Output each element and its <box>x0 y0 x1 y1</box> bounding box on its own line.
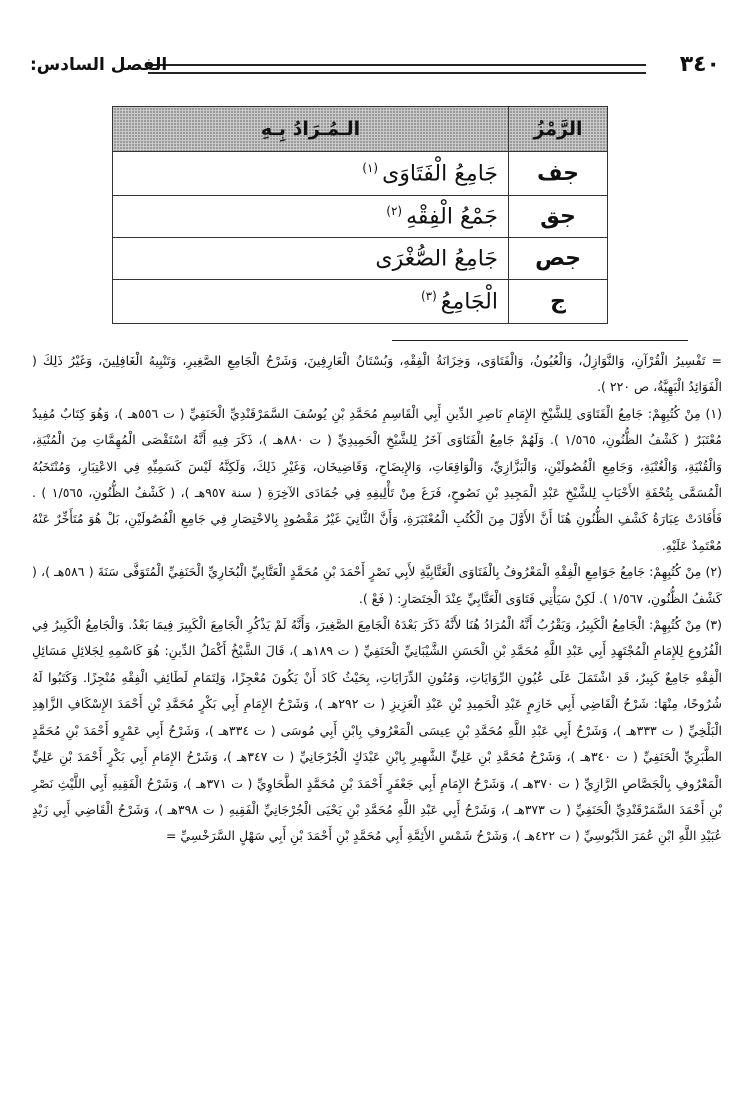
table-row <box>113 196 608 238</box>
page-number: ٣٤٠ <box>679 52 720 77</box>
header-rule <box>148 64 646 74</box>
symbol-meaning-cell <box>113 196 509 238</box>
symbol-meaning: الْجَامِعُ <box>440 289 498 315</box>
symbol-meaning: جَامِعُ الصُّغْرَى <box>375 246 498 272</box>
page-header <box>30 52 720 80</box>
symbol-meaning: جَامِعُ الْفَتَاوَى <box>382 161 498 187</box>
symbol-code: جق <box>509 196 608 238</box>
symbol-table <box>112 106 608 324</box>
symbol-meaning-cell <box>113 238 509 280</box>
table-header-row <box>113 107 608 152</box>
footnote-separator <box>392 340 688 341</box>
footnote-marker: (١) <box>362 160 379 175</box>
table-row <box>113 280 608 324</box>
table-row <box>113 152 608 196</box>
table-row <box>113 238 608 280</box>
footnote-3: (٣) مِنْ كُتُبِهِمْ: الْجَامِعُ الْكَبِيرُ، وَيَقْرُبُ أَنَّهُ الْمُرَادُ هُنَا لأَنَّهُ ذَكَرَ بَعْدَهُ الْجَامِعَ الصَّغِيرَ، وَأَنَّهُ لَمْ يَذْكُرِ الْجَامِعَ الْكَبِيرَ فِيمَا بَعْدُ. وَالْجَامِعُ الْكَبِيرُ فِي الْفُرُوعِ لِلإِمَامِ الْمُجْتَهِدِ أَبِي عَبْدِ اللَّهِ مُحَمَّدِ بْنِ الْحَسَنِ الشَّيْبَانِيِّ الْحَنَفِيِّ ( ت ١٨٩هـ )، قَالَ الشَّيْخُ أَكْمَلُ الدِّينِ: هُوَ كَاسْمِهِ لِجَلائِلِ مَسَائِلِ الْفِقْهِ جَامِعٌ كَبِيرٌ، قَدِ اشْتَمَلَ عَلَى عُيُونِ الرِّوَايَاتِ، وَمُتُونِ الدِّرَايَاتِ، بِحَيْثُ كَادَ أَنْ يَكُونَ مُعْجِزًا، وَلِتَمَامِ لَطَائِفِ الْفِقْهِ مُنْجِزًا. وَكَتَبُوا لَهُ شُرُوحًا، مِنْهَا: شَرْحُ الْقَاضِي أَبِي خَازِمٍ عَبْدِ الْحَمِيدِ بْنِ عَبْدِ الْعَزِيزِ ( ت ٢٩٢هـ )، وَشَرْحُ الإِمَامِ أَبِي بَكْرٍ مُحَمَّدِ بْنِ أَحْمَدَ الإِسْكَافِ الزَّاهِدِ الْبَلْخِيِّ ( ت ٣٣٣هـ )، وَشَرْحُ أَبِي عَبْدِ اللَّهِ مُحَمَّدِ بْنِ عِيسَى الْمَعْرُوفِ بِابْنِ أَبِي مُوسَى ( ت ٣٣٤هـ )، وَشَرْحُ أَبِي عَمْرٍو أَحْمَدَ بْنِ مُحَمَّدٍ الطَّبَرِيِّ الْحَنَفِيِّ ( ت ٣٤٠هـ )، وَشَرْحُ مُحَمَّدِ بْنِ عَلِيٍّ الشَّهِيرِ بِابْنِ عَبْدَكٍ الْجُرْجَانِيِّ ( ت ٣٤٧هـ )، وَشَرْحُ الإِمَامِ أَبِي بَكْرٍ أَحْمَدَ بْنِ عَلِيٍّ الْمَعْرُوفِ بِالْجَصَّاصِ الرَّازِيِّ ( ت ٣٧٠هـ )، وَشَرْحُ الإِمَامِ أَبِي جَعْفَرٍ أَحْمَدَ بْنِ مُحَمَّدٍ الطَّحَاوِيِّ ( ت ٣٧١هـ )، وَشَرْحُ الْفَقِيهِ أَبِي اللَّيْثِ نَصْرِ بْنِ أَحْمَدَ السَّمَرْقَنْدِيِّ الْحَنَفِيِّ ( ت ٣٧٣هـ )، وَشَرْحُ أَبِي عَبْدِ اللَّهِ مُحَمَّدِ بْنِ يَحْيَى الْجُرْجَانِيِّ الْفَقِيهِ ( ت ٣٩٨هـ )، وَشَرْحُ الْقَاضِي أَبِي زَيْدٍ عُبَيْدِ اللَّهِ ابْنِ عُمَرَ الدَّبُوسِيِّ ( ت ٤٢٢هـ )، وَشَرْحُ شَمْسِ الأَئِمَّةِ أَبِي مُحَمَّدٍ بْنِ أَحْمَدَ بْنِ أَبِي سَهْلٍ السَّرَخْسِيِّ = <box>32 617 723 844</box>
chapter-title: الفصل السادس: <box>30 55 168 75</box>
footnote-marker: (٣) <box>420 288 437 303</box>
symbol-code: ج <box>509 280 608 324</box>
footnotes <box>32 348 722 850</box>
symbol-meaning-cell <box>113 280 509 324</box>
footnote-continuation: = تَفْسِيرُ الْقُرْآنِ، وَالنَّوَازِلُ، وَالْعُيُونُ، وَالْفَتَاوَى، وَخِزَانَةُ الْفِقْهِ، وَبُسْتَانُ الْعَارِفِينَ، وَشَرْحُ الْجَامِعِ الصَّغِيرِ، وَتَنْبِيهُ الْغَافِلِينَ، وَغَيْرُ ذَلِكَ ( الْفَوَائِدُ الْبَهِيَّةُ، ص ٢٢٠ ). <box>32 353 722 395</box>
symbol-meaning: جَمْعُ الْفِقْهِ <box>406 204 498 230</box>
symbol-code: جف <box>509 152 608 196</box>
symbol-code: جص <box>509 238 608 280</box>
symbol-meaning-cell <box>113 152 509 196</box>
footnote-1: (١) مِنْ كُتُبِهِمْ: جَامِعُ الْفَتَاوَى لِلشَّيْخِ الإِمَامِ نَاصِرِ الدِّينِ أَبِي الْقَاسِمِ مُحَمَّدِ بْنِ يُوسُفَ السَّمَرْقَنْدِيِّ الْحَنَفِيِّ ( ت ٥٥٦هـ )، وَهُوَ كِتَابٌ مُفِيدٌ مُعْتَبَرٌ ( كَشْفُ الظُّنُونِ، ١/٥٦٥ ). وَلَهُمْ جَامِعُ الْفَتَاوَى آخَرُ لِلشَّيْخِ الْحَمِيدِيِّ ( ت ٨٨٠هـ )، ذَكَرَ فِيهِ أَنَّهُ اسْتَقْصَى الْمُهِمَّاتِ مِنَ الْمُنْيَةِ، وَالْقُنْيَةِ، وَالْغُنْيَةِ، وَجَامِعِ الْفُصُولَيْنِ، وَالْبَزَّازِيِّ، وَالْوَاقِعَاتِ، وَالإِيضَاحِ، وَقَاضِيخَان، وَغَيْرِ ذَلِكَ، وَلَكِنَّهُ لَيْسَ كَسَمِيِّهِ فِي الاعْتِبَارِ، وَمُنْتَخَبُهُ الْمُسَمَّى بِتُحْفَةِ الأَحْبَابِ لِلشَّيْخِ عَبْدِ الْمَجِيدِ بْنِ نَصُوحٍ، فَرَغَ مِنْ تَأْلِيفِهِ فِي جُمَادَى الآخِرَةِ ( سنة ٩٥٧هـ )، ( كَشْفُ الظُّنُونِ، ١/٥٦٥ ) . فَأَفَادَتْ عِبَارَةُ كَشْفِ الظُّنُونِ هُنَا أَنَّ الأَوَّلَ مِنَ الْكُتُبِ الْمُعْتَبَرَةِ، وَأَنَّ الثَّانِيَ غَيْرُ مَقْصُودٍ بِالاخْتِصَارِ فِي جَامِعِ الْفُصُولَيْنِ، بَلْ هُوَ مُتَأَخِّرٌ عَنْهُ مُعْتَمِدٌ عَلَيْهِ. <box>32 405 722 553</box>
footnote-marker: (٢) <box>386 203 403 218</box>
column-header-code: الرَّمْزُ <box>509 107 608 152</box>
footnote-2: (٢) مِنْ كُتُبِهِمْ: جَامِعُ جَوَامِعِ الْفِقْهِ الْمَعْرُوفُ بِالْفَتَاوَى الْعَتَّابِيَّةِ لأَبِي نَصْرٍ أَحْمَدَ بْنِ مُحَمَّدٍ الْعَتَّابِيِّ الْبُخَارِيِّ الْحَنَفِيِّ الْمُتَوَفَّى سَنَةَ ( ٥٨٦هـ )، ( كَشْفُ الظُّنُونِ، ١/٥٦٧ ). لَكِنْ سَيَأْتِي فَتَاوَى الْعَتَّابِيِّ عِنْدَ الْخِتَصَارِ: ( فَعْ ). <box>32 564 722 606</box>
column-header-meaning: الـمُـرَادُ بِـهِ <box>113 107 509 152</box>
